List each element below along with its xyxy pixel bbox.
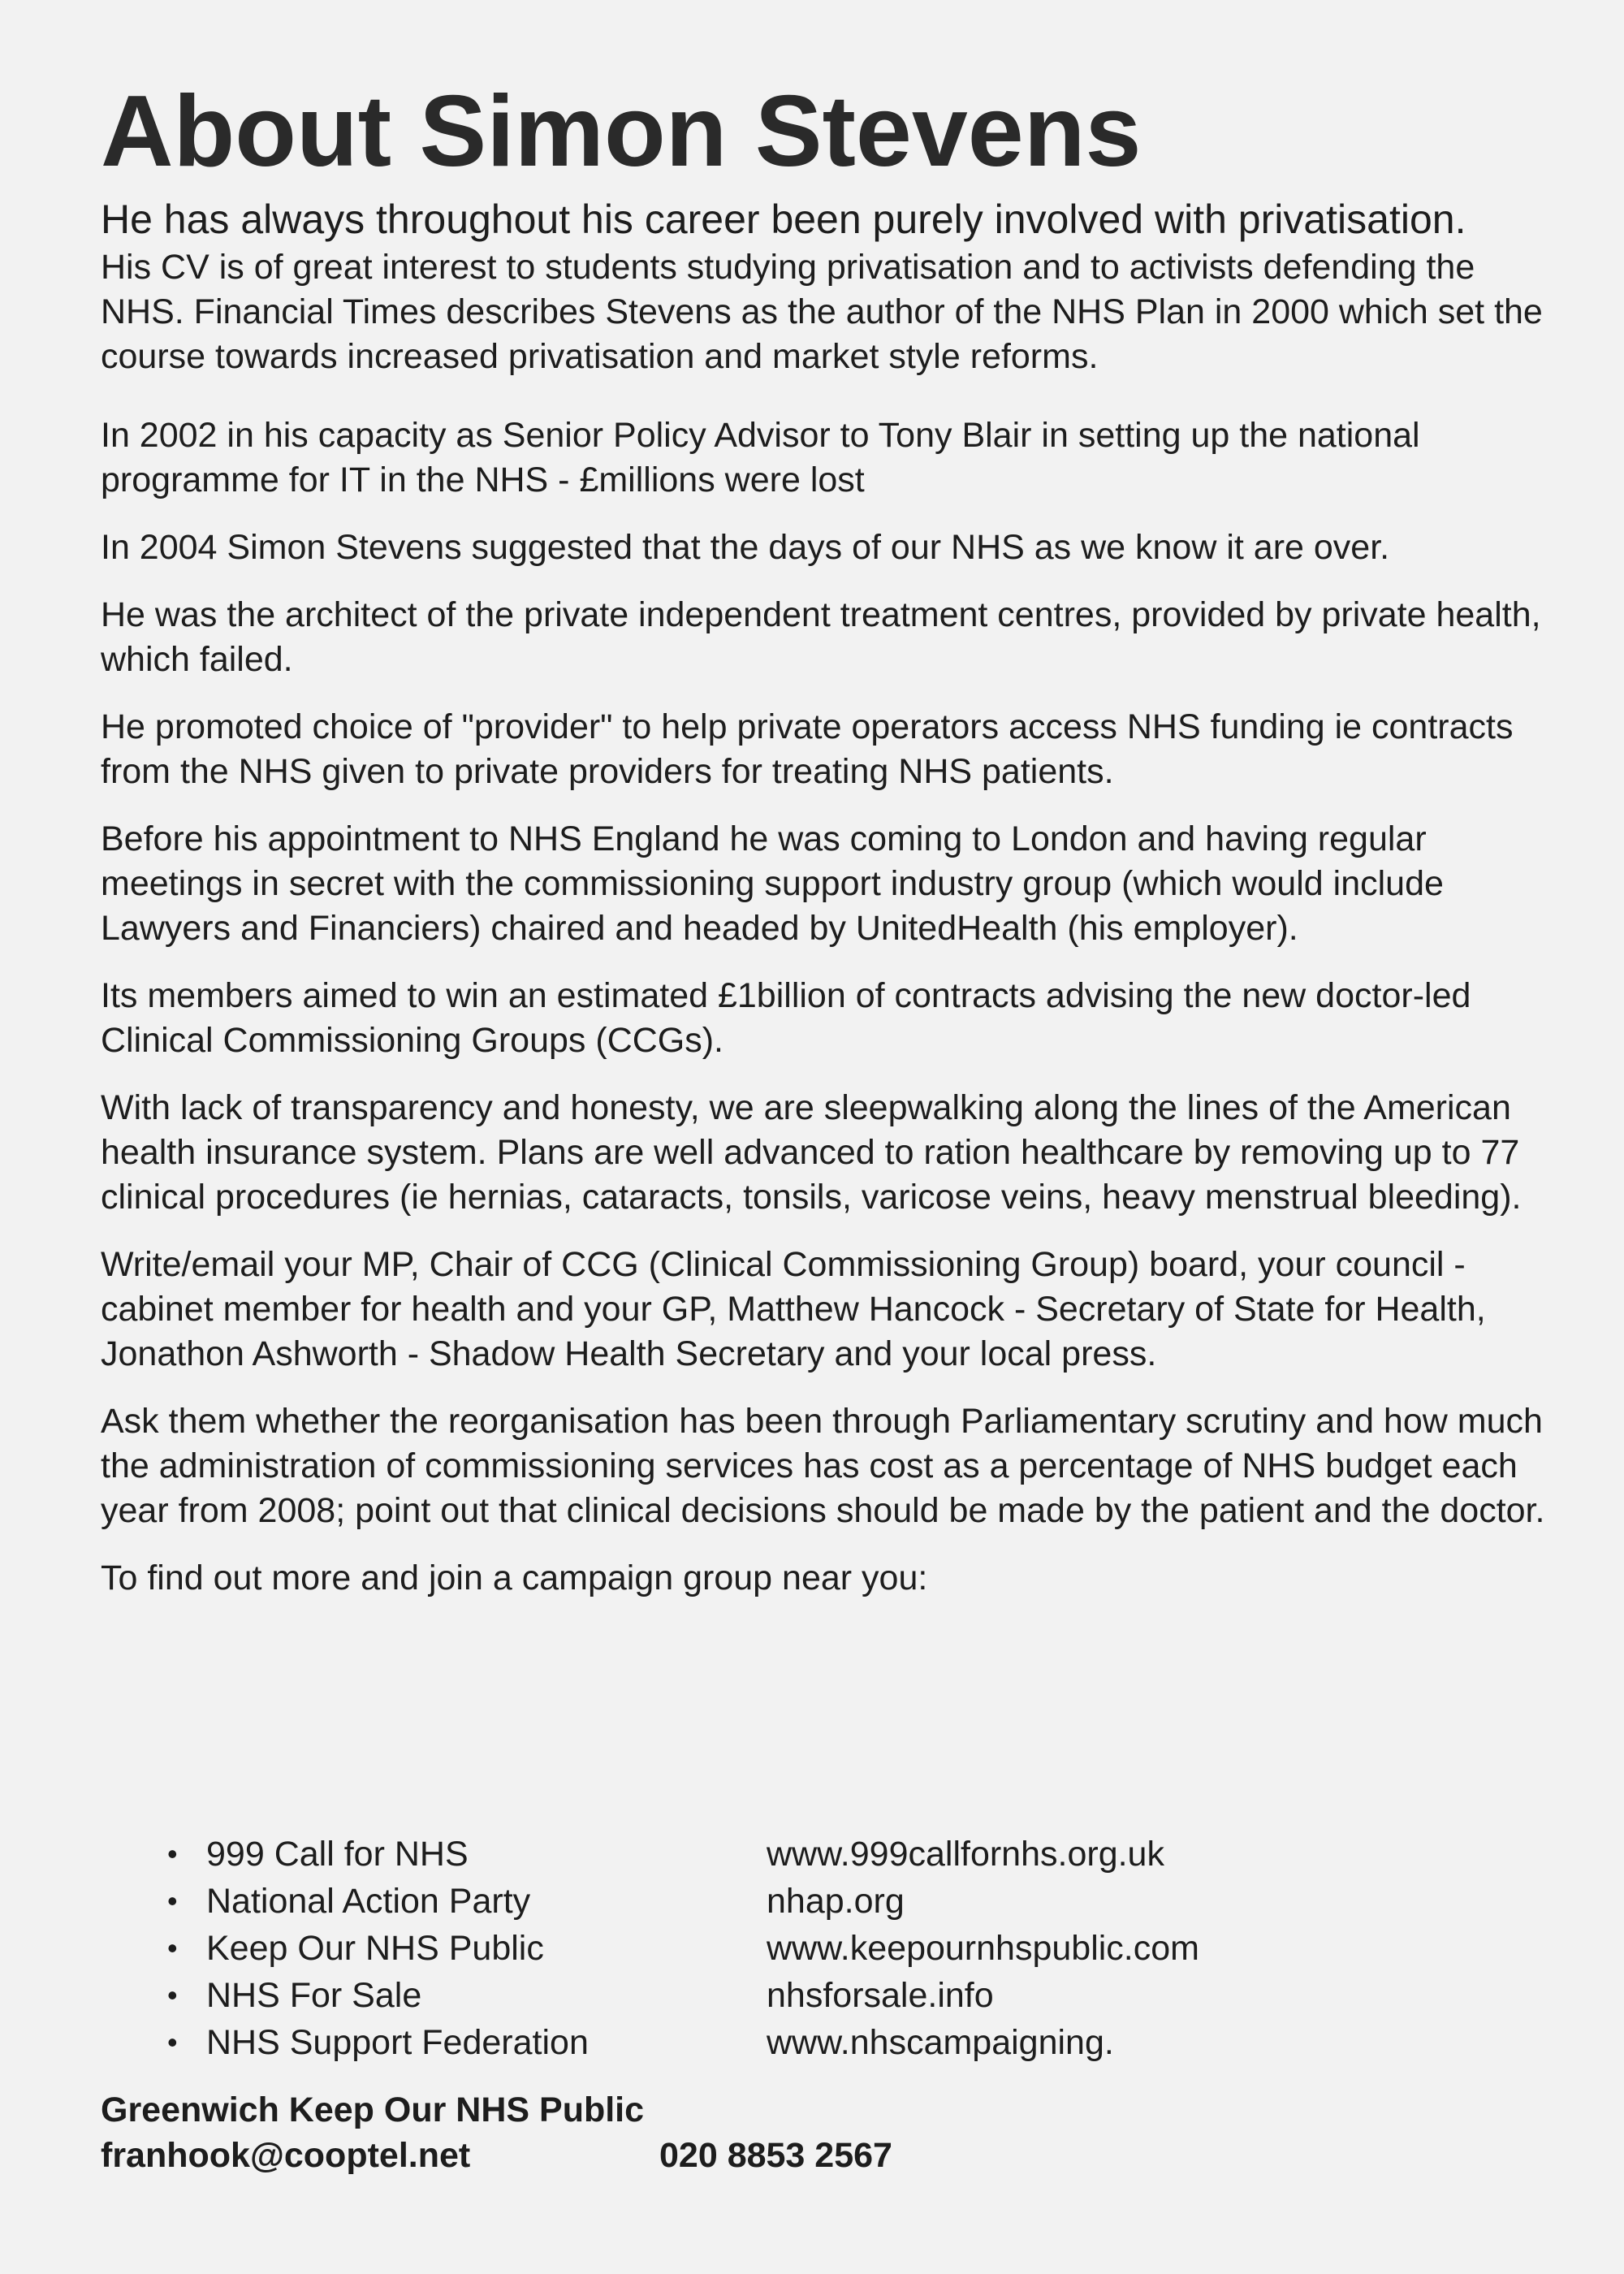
contact-footer <box>101 2087 892 2178</box>
campaign-group-name: NHS For Sale <box>206 1976 422 2015</box>
bullet-icon: • <box>167 1884 178 1917</box>
bullet-icon: • <box>167 1931 178 1965</box>
campaign-group-url: nhsforsale.info <box>767 1976 994 2015</box>
campaign-group-url: nhap.org <box>767 1882 905 1921</box>
paragraph-provider-choice: He promoted choice of "provider" to help private operators access NHS funding ie contracts from the NHS given to private providers for treating NHS patients. <box>101 707 1514 791</box>
list-item <box>101 2019 1400 2066</box>
campaign-group-name: NHS Support Federation <box>206 2023 589 2062</box>
paragraph-write-email: Write/email your MP, Chair of CCG (Clinical Commissioning Group) board, your council - cabinet member for health and your GP, Matthew Hancock - Secretary of State for Health, Jonathon Ashworth - Shadow Health Secretary and your local press. <box>101 1245 1486 1373</box>
bullet-icon: • <box>167 2025 178 2059</box>
campaign-group-url: www.999callfornhs.org.uk <box>767 1835 1164 1874</box>
footer-phone: 020 8853 2567 <box>659 2136 892 2175</box>
footer-contact-line <box>101 2133 892 2178</box>
paragraph-treatment-centres: He was the architect of the private independent treatment centres, provided by private health, which failed. <box>101 595 1541 679</box>
paragraph-2002: In 2002 in his capacity as Senior Policy Advisor to Tony Blair in setting up the national programme for IT in the NHS - £millions were lost <box>101 416 1420 499</box>
campaign-group-name: 999 Call for NHS <box>206 1835 469 1874</box>
list-item <box>101 1831 1400 1878</box>
paragraph-2004: In 2004 Simon Stevens suggested that the days of our NHS as we know it are over. <box>101 528 1390 567</box>
bullet-icon: • <box>167 1837 178 1870</box>
bullet-icon: • <box>167 1978 178 2012</box>
campaign-group-url: www.keepournhspublic.com <box>767 1929 1199 1968</box>
body-text <box>101 245 1546 1623</box>
campaign-group-url: www.nhscampaigning. <box>767 2023 1114 2062</box>
campaign-group-name: Keep Our NHS Public <box>206 1929 544 1968</box>
paragraph-insurance-system: With lack of transparency and honesty, we are sleepwalking along the lines of the American health insurance system. Plans are well advanced to ration healthcare by removing up to 77 clinical procedures (ie hernias, cataracts, tonsils, varicose veins, heavy menstrual bleeding). <box>101 1088 1522 1217</box>
page-title: About Simon Stevens <box>101 76 1142 188</box>
footer-organisation: Greenwich Keep Our NHS Public <box>101 2090 645 2129</box>
list-item <box>101 1878 1400 1925</box>
paragraph-contracts: Its members aimed to win an estimated £1billion of contracts advising the new doctor-led Clinical Commissioning Groups (CCGs). <box>101 976 1471 1060</box>
list-item <box>101 1925 1400 1972</box>
lead-sentence: He has always throughout his career been purely involved with privatisation. <box>101 197 1466 242</box>
paragraph-secret-meetings: Before his appointment to NHS England he was coming to London and having regular meetings in secret with the commissioning support industry group (which would include Lawyers and Financiers) chaired and headed by UnitedHealth (his employer). <box>101 819 1444 948</box>
paragraph-cv: His CV is of great interest to students studying privatisation and to activists defending the NHS. Financial Times describes Stevens as the author of the NHS Plan in 2000 which set the course towards increased privatisation and market style reforms. <box>101 248 1543 376</box>
paragraph-find-out-more: To find out more and join a campaign group near you: <box>101 1559 928 1597</box>
campaign-group-name: National Action Party <box>206 1882 531 1921</box>
list-item <box>101 1972 1400 2019</box>
footer-email: franhook@cooptel.net <box>101 2136 471 2175</box>
paragraph-ask-them: Ask them whether the reorganisation has been through Parliamentary scrutiny and how much the administration of commissioning services has cost as a percentage of NHS budget each year from 2008; point out that clinical decisions should be made by the patient and the doctor. <box>101 1402 1545 1530</box>
campaign-group-list <box>101 1831 1400 2066</box>
